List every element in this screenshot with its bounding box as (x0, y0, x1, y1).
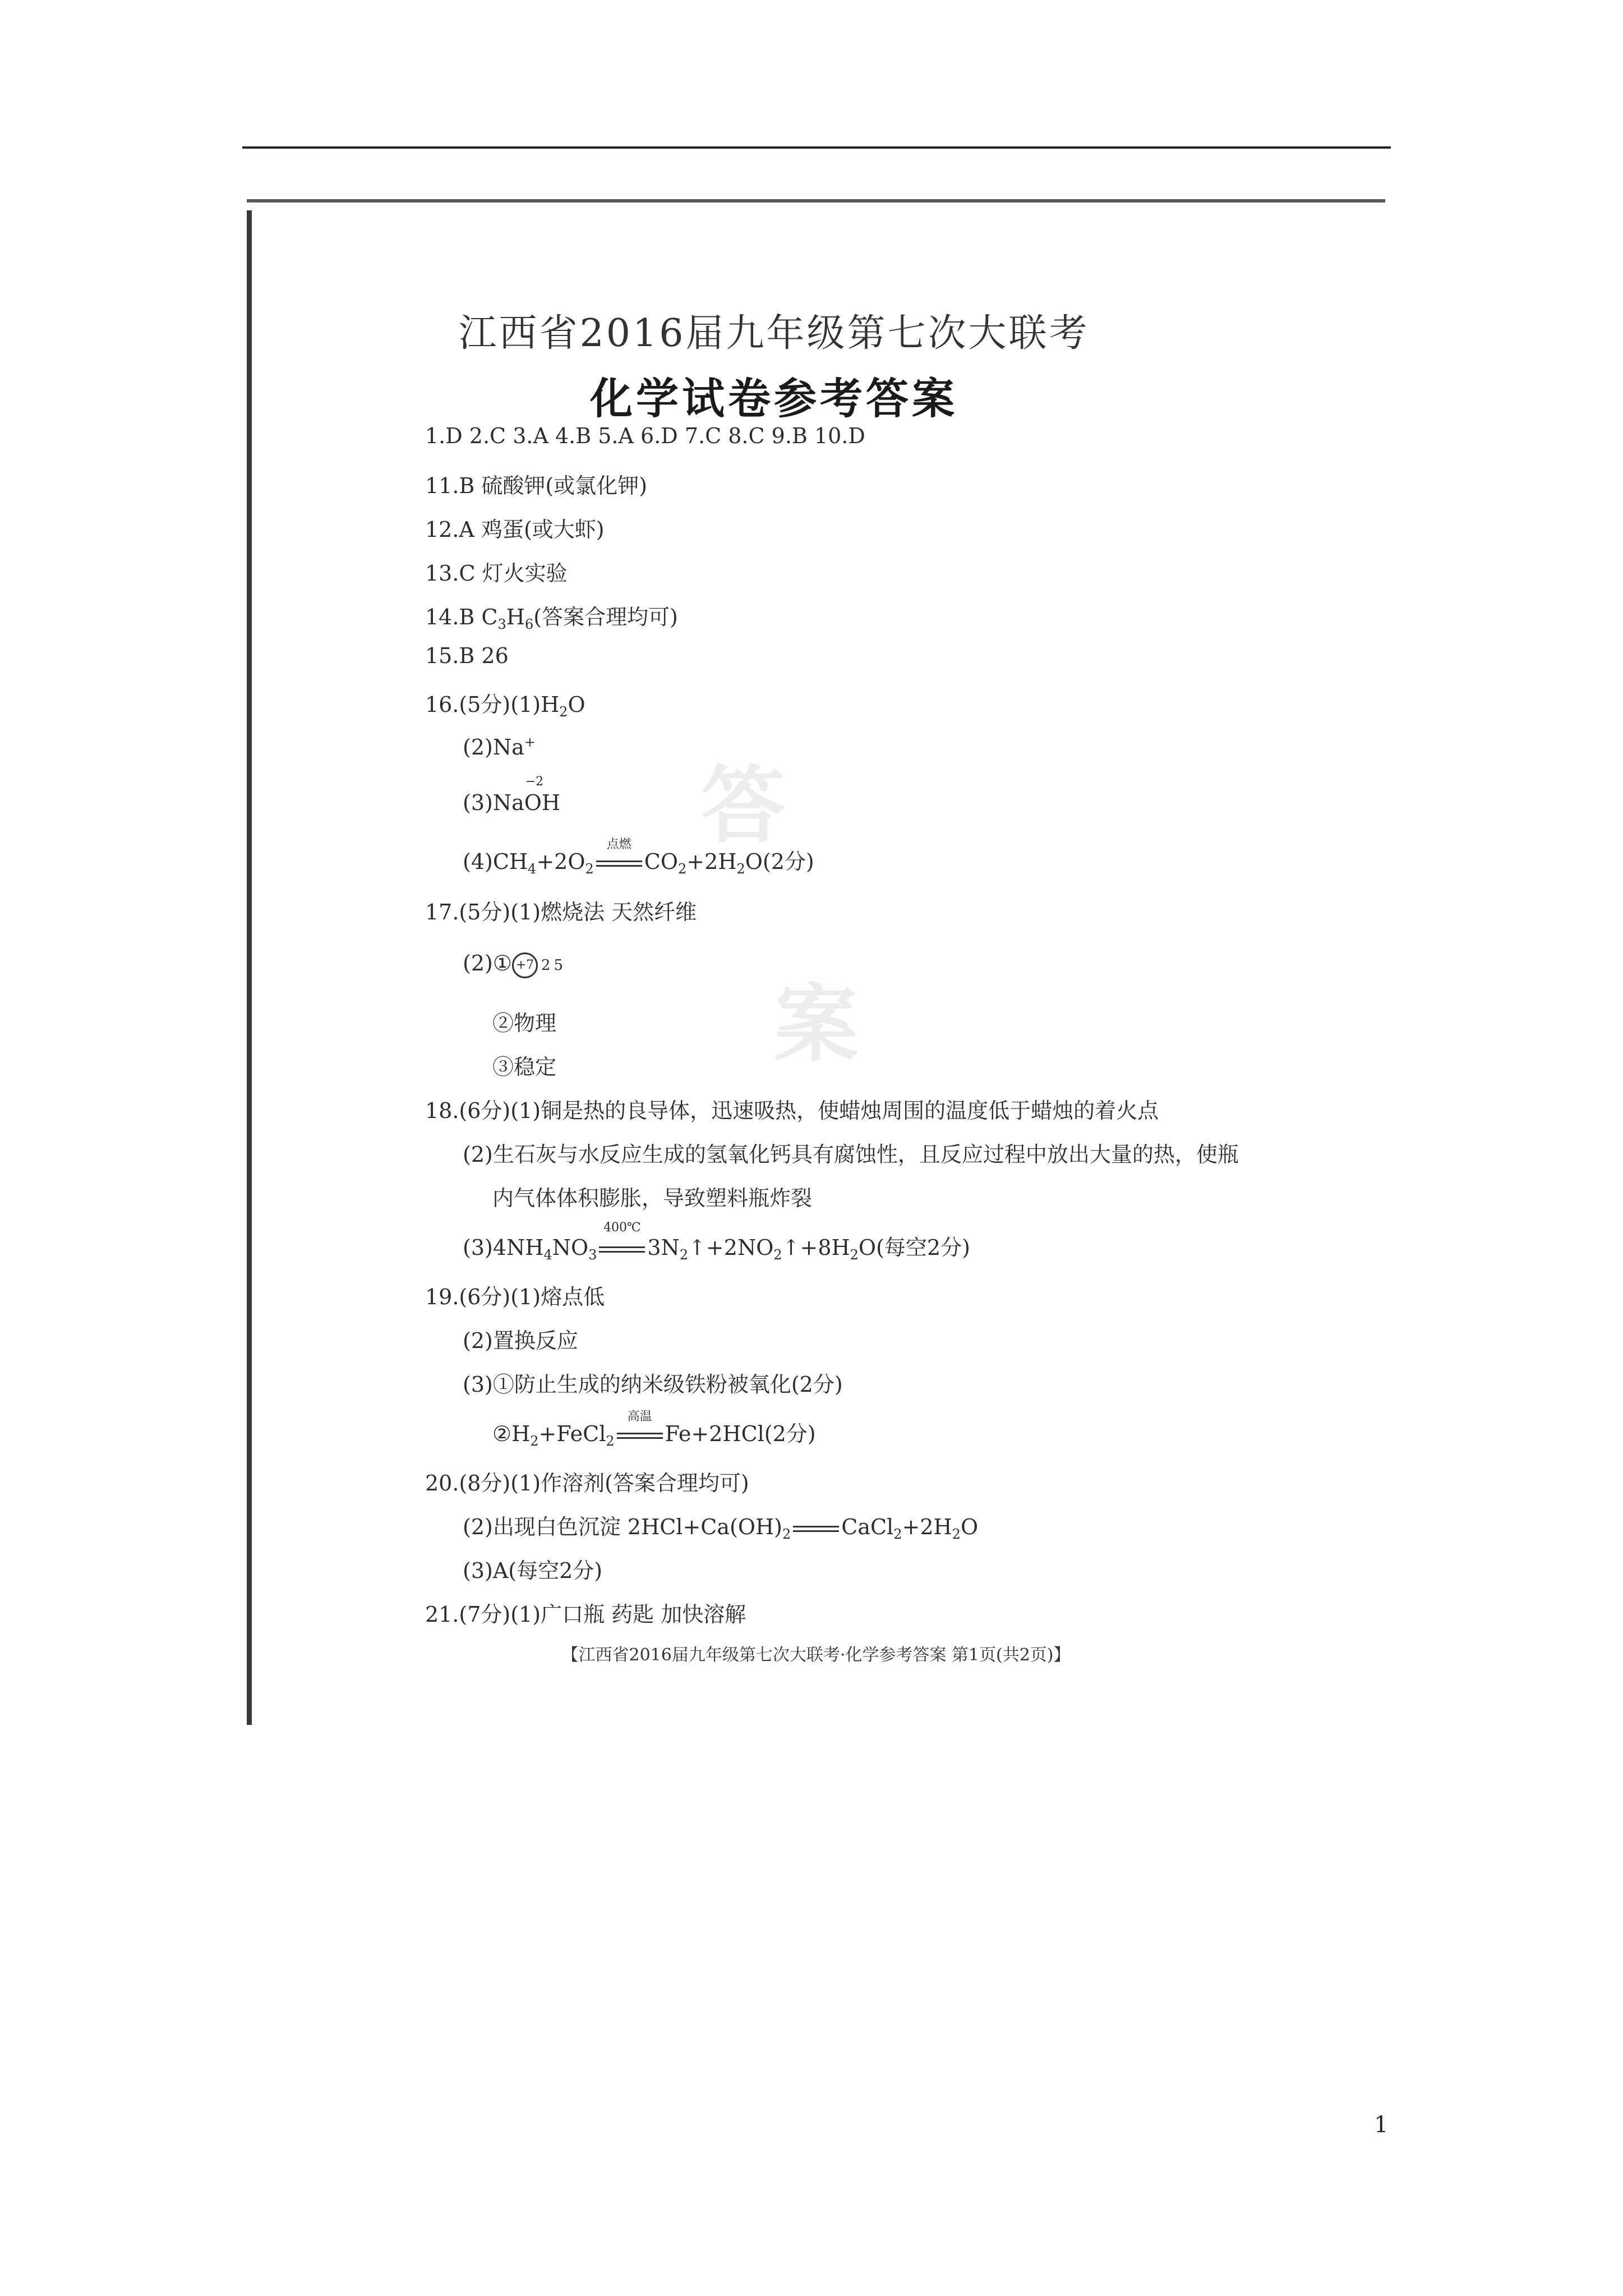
answer-20-1: 20.(8分)(1)作溶剂(答案合理均可) (425, 1471, 749, 1496)
doc-subtitle: 化学试卷参考答案 (590, 374, 958, 424)
eq-part: Fe+2HCl(2分) (665, 1421, 816, 1446)
eq-part: 3N (647, 1235, 680, 1260)
scanned-page (241, 199, 1390, 1733)
eq-part: +FeCl (538, 1421, 606, 1446)
sub: 2 (606, 1433, 615, 1449)
answer-13: 13.C 灯火实验 (425, 561, 568, 586)
sub: 2 (893, 1526, 902, 1542)
sub: 2 (773, 1247, 782, 1263)
watermark-stamp-2: 案 (774, 975, 859, 1074)
answer-16-3-pre: (3)Na (463, 790, 524, 815)
top-rule (242, 146, 1391, 149)
answer-16-head: 16.(5分)(1)H (425, 692, 560, 717)
sub: 2 (736, 861, 745, 877)
equals-sign (793, 1515, 839, 1539)
charge-label: −2 (525, 775, 544, 789)
reaction-condition (617, 1410, 663, 1446)
answer-16-2-text: (2)Na (463, 735, 524, 760)
answer-18-3 (463, 1221, 970, 1263)
equals-bar (599, 1246, 645, 1253)
eq-part: ↑+2NO (688, 1235, 774, 1260)
answer-14-pre: 14.B C (425, 605, 498, 629)
answer-16-o: O (568, 692, 585, 717)
answer-20-2 (463, 1510, 978, 1542)
sub: 2 (850, 1247, 859, 1263)
answer-16-1 (425, 687, 585, 720)
sub: 2 (678, 861, 687, 877)
equals-bar (596, 861, 642, 867)
answer-17-2-pre: (2)① (463, 951, 512, 976)
answer-17-2 (463, 951, 563, 978)
eq-part: NO (552, 1235, 589, 1260)
electron-shell: 5 (554, 956, 563, 974)
eq-part: +2O (536, 849, 585, 874)
scan-top-edge (247, 199, 1385, 203)
electron-shell: 2 (541, 956, 551, 974)
scan-left-edge (247, 210, 252, 1725)
eq-part: (3)4NH (463, 1235, 544, 1260)
eq-part: +2H (902, 1515, 952, 1539)
sub: 2 (782, 1526, 791, 1542)
answer-19-2: (2)置换反应 (463, 1328, 578, 1353)
answer-16-4 (463, 838, 814, 877)
sub: 3 (497, 616, 506, 632)
sub: 2 (585, 861, 594, 877)
answer-15: 15.B 26 (425, 643, 509, 668)
answer-17-1: 17.(5分)(1)燃烧法 天然纤维 (425, 900, 697, 924)
charge-o (524, 775, 544, 815)
eq-part: (4)CH (463, 849, 528, 874)
answer-14 (425, 600, 678, 632)
answer-16-3 (463, 775, 561, 815)
answer-19-3b (492, 1410, 816, 1449)
sub: 4 (543, 1247, 552, 1263)
eq-part: (2)出现白色沉淀 2HCl+Ca(OH) (463, 1515, 782, 1539)
sub: 2 (559, 704, 568, 720)
answer-16-3-post: H (541, 790, 561, 815)
condition-label: 400℃ (603, 1221, 641, 1235)
reaction-condition (599, 1221, 645, 1260)
answer-14-post: (答案合理均可) (533, 605, 678, 629)
answer-16-2 (463, 734, 536, 760)
reaction-condition (596, 838, 642, 874)
page-footer: 【江西省2016届九年级第七次大联考·化学参考答案 第1页(共2页)】 (561, 1645, 1071, 1665)
answer-18-1: 18.(6分)(1)铜是热的良导体，迅速吸热，使蜡烛周围的温度低于蜡烛的着火点 (425, 1098, 1159, 1123)
answer-11: 11.B 硫酸钾(或氯化钾) (425, 473, 648, 498)
answer-12: 12.A 鸡蛋(或大虾) (425, 517, 605, 542)
sup: + (524, 734, 536, 750)
sub: 2 (679, 1247, 689, 1263)
doc-title: 江西省2016届九年级第七次大联考 (458, 311, 1090, 356)
answer-14-mid: H (506, 605, 525, 629)
page-number: 1 (1374, 2112, 1389, 2138)
eq-part: O (960, 1515, 979, 1539)
answer-17-2c: ③稳定 (492, 1055, 557, 1079)
sub: 6 (524, 616, 534, 632)
answer-17-2b: ②物理 (492, 1011, 557, 1036)
sub: 4 (528, 861, 537, 877)
answer-19-1: 19.(6分)(1)熔点低 (425, 1285, 605, 1309)
eq-part: ②H (492, 1421, 531, 1446)
sub: 2 (952, 1526, 961, 1542)
answer-21-1: 21.(7分)(1)广口瓶 药匙 加快溶解 (425, 1602, 746, 1627)
eq-part: CO (644, 849, 679, 874)
answer-mc: 1.D 2.C 3.A 4.B 5.A 6.D 7.C 8.C 9.B 10.D (425, 424, 865, 448)
eq-part: O(每空2分) (858, 1235, 970, 1260)
watermark-stamp: 答 (701, 756, 786, 855)
condition-label: 高温 (627, 1410, 652, 1424)
sub: 3 (588, 1247, 597, 1263)
sub: 2 (530, 1433, 539, 1449)
equals-bar (617, 1433, 663, 1439)
charge-o-letter: O (524, 790, 542, 815)
eq-part: O(2分) (745, 849, 814, 874)
answer-18-2b: 内气体体积膨胀，导致塑料瓶炸裂 (492, 1186, 813, 1211)
eq-part: ↑+8H (782, 1235, 850, 1260)
equals-bar (793, 1526, 839, 1532)
condition-label: 点燃 (606, 838, 631, 852)
eq-part: +2H (686, 849, 737, 874)
answer-18-2a: (2)生石灰与水反应生成的氢氧化钙具有腐蚀性，且反应过程中放出大量的热，使瓶 (463, 1142, 1239, 1167)
answer-19-3a: (3)①防止生成的纳米级铁粉被氧化(2分) (463, 1372, 843, 1397)
atom-nucleus-icon: +7 (512, 953, 538, 978)
eq-part: CaCl (841, 1515, 894, 1539)
answer-20-3: (3)A(每空2分) (463, 1558, 603, 1583)
